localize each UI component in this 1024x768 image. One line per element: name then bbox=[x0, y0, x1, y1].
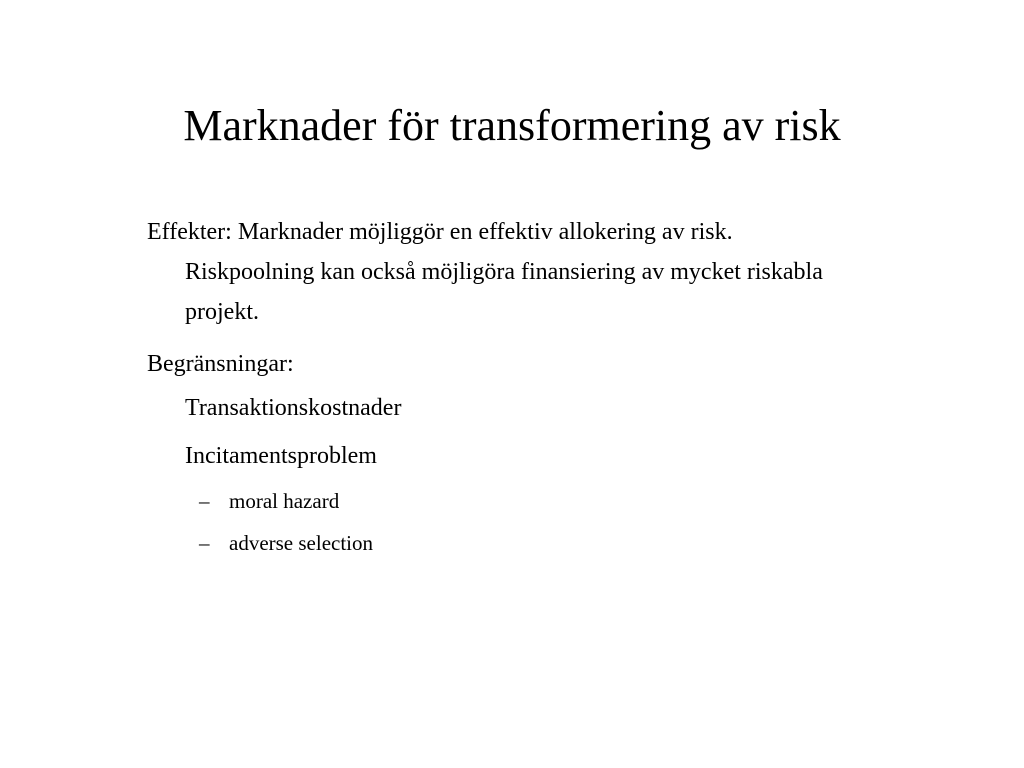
list-item-adverse-selection bbox=[199, 522, 867, 564]
effects-paragraph: Effekter: Marknader möjliggör en effektiv allokering av risk. Riskpoolning kan också möjligöra finansiering av mycket riskabla projekt. bbox=[147, 219, 823, 325]
slide-body bbox=[147, 212, 867, 564]
list-item-label: adverse selection bbox=[229, 531, 374, 555]
incentive-problems-list bbox=[147, 480, 867, 564]
limitations-heading: Begränsningar: bbox=[147, 351, 294, 377]
limitation-item-transaction-costs: Transaktionskostnader bbox=[185, 395, 402, 421]
list-item-label: moral hazard bbox=[229, 489, 340, 513]
slide-title: Marknader för transformering av risk bbox=[183, 101, 841, 150]
list-item-moral-hazard bbox=[199, 480, 867, 522]
dash-bullet: – bbox=[199, 489, 210, 513]
limitation-item-incentive-problems: Incitamentsproblem bbox=[185, 443, 377, 469]
dash-bullet: – bbox=[199, 531, 210, 555]
